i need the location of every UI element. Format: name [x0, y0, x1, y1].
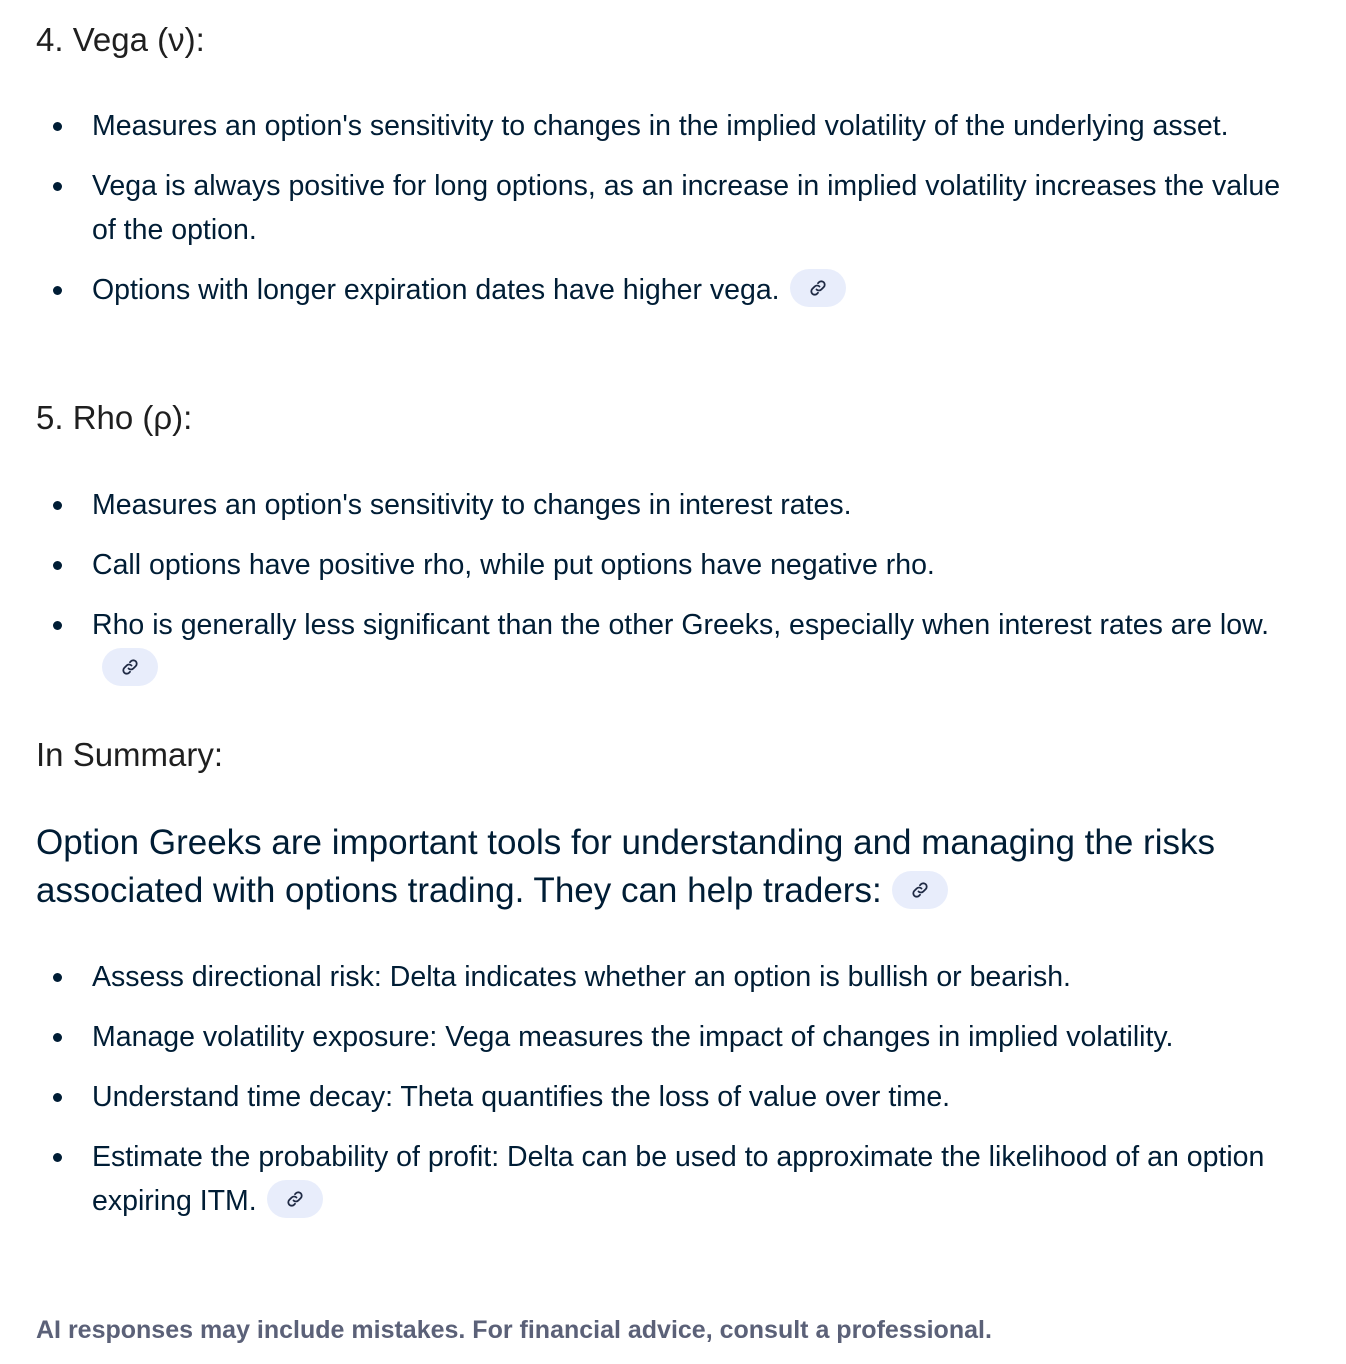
list-item	[36, 1075, 1306, 1119]
bullet-dot	[53, 1153, 62, 1162]
ai-disclaimer: AI responses may include mistakes. For financial advice, consult a professional.	[36, 1316, 992, 1344]
source-link-button[interactable]	[790, 269, 846, 307]
bullet-dot	[53, 182, 62, 191]
link-icon	[911, 881, 929, 899]
list-item	[36, 603, 1306, 691]
bullet-dot	[53, 621, 62, 630]
list-item-text: Call options have positive rho, while put options have negative rho.	[92, 549, 935, 581]
list-item	[36, 955, 1306, 999]
list-item	[36, 164, 1306, 252]
list-item-text: Estimate the probability of profit: Delta can be used to approximate the likelihood of an option expiring ITM.	[92, 1141, 1265, 1217]
list-item-text: Vega is always positive for long options, as an increase in implied volatility increases the value of the option.	[92, 170, 1281, 246]
vega-heading: 4. Vega (ν):	[36, 21, 205, 58]
link-icon	[121, 658, 139, 676]
rho-heading: 5. Rho (ρ):	[36, 399, 193, 436]
bullet-dot	[53, 122, 62, 131]
list-item-text: Manage volatility exposure: Vega measures the impact of changes in implied volatility.	[92, 1021, 1174, 1053]
list-item	[36, 1015, 1306, 1059]
bullet-dot	[53, 286, 62, 295]
vega-list	[36, 104, 1306, 312]
source-link-button[interactable]	[892, 871, 948, 909]
list-item	[36, 543, 1306, 587]
list-item-text: Measures an option's sensitivity to changes in interest rates.	[92, 489, 852, 521]
list-item-text: Understand time decay: Theta quantifies the loss of value over time.	[92, 1081, 951, 1113]
list-item-text: Rho is generally less significant than the other Greeks, especially when interest rates are low.	[92, 609, 1270, 641]
list-item	[36, 104, 1306, 148]
list-item-text: Measures an option's sensitivity to changes in the implied volatility of the underlying asset.	[92, 110, 1229, 142]
bullet-dot	[53, 1033, 62, 1042]
source-link-button[interactable]	[267, 1180, 323, 1218]
list-item-text: Options with longer expiration dates have higher vega.	[92, 274, 780, 306]
bullet-dot	[53, 561, 62, 570]
bullet-dot	[53, 501, 62, 510]
list-item	[36, 483, 1306, 527]
summary-heading: In Summary:	[36, 736, 224, 773]
list-item	[36, 268, 1306, 312]
summary-paragraph	[36, 819, 1296, 915]
summary-paragraph-text: Option Greeks are important tools for understanding and managing the risks associated with options trading. They can help traders:	[36, 823, 1215, 910]
bullet-dot	[53, 973, 62, 982]
link-icon	[286, 1190, 304, 1208]
summary-list	[36, 955, 1306, 1223]
list-item-text: Assess directional risk: Delta indicates whether an option is bullish or bearish.	[92, 961, 1071, 993]
source-link-button[interactable]	[102, 648, 158, 686]
bullet-dot	[53, 1093, 62, 1102]
rho-list	[36, 483, 1306, 691]
link-icon	[809, 279, 827, 297]
list-item	[36, 1135, 1306, 1223]
